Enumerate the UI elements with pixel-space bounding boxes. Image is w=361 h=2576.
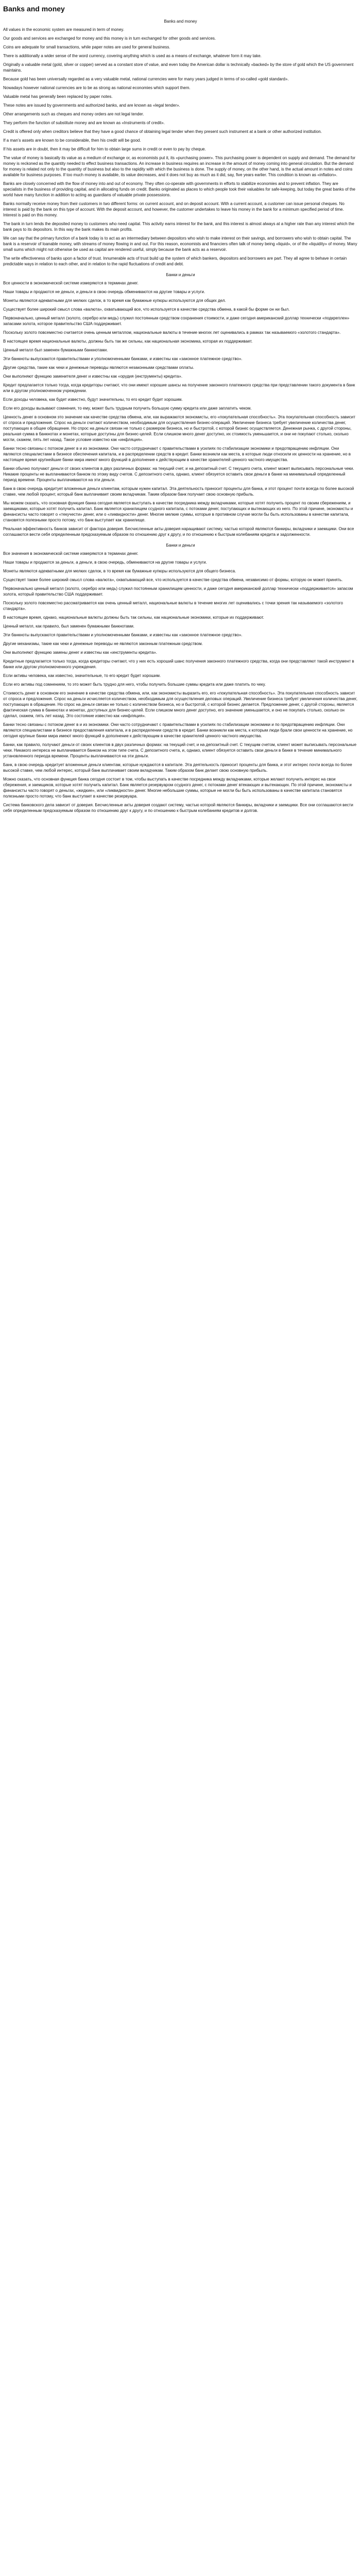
paragraph: Наши товары и продаются не деньги, и деньги в свою очередь обмениваются на другие товары и услуги.: [3, 290, 205, 294]
paragraph: Banks normally receive money from their customers in two different forms: on current account, and on deposit account. With a current account, a customer can issue personal cheques. No interest is paid by the bank on this type of account. With the deposit account, and however, the customer undertakes to leave his money in the bank for a minimum specified period of time. Interest is paid on this money.: [3, 201, 345, 217]
paragraph: Наши товары и продаются за деньги, а деньги, в свою очередь, обмениваются на другие товары и услуги.: [3, 560, 207, 565]
paragraph: The value of money is basically its value as a medium of exchange or, as economists put it, its «purchasing power». This purchasing power is dependent on supply and demand. The demand for money is reckoned as the quantity needed to effect business transactions. An increase in business requires an increase in the amount of money coming into general circulation. But the demand for money is related not only to the quantity of business but also to the rapidity with which the business is done. The supply of money, on the other hand, is the actual amount in notes and coins available for business purposes. If too much money is available, its value decreases, and it does not buy as much as it did, say, five years earlier. This condition is known as «inflation».: [3, 156, 356, 177]
paragraph: Можно сказать, что основная функция банка сегодня состоит в том, чтобы выступать в качестве посредника между вкладчиками, которые желают получить интерес на свои сбережения, и заемщиков, которые хотят получить капитал. Банк является резервуаром ссудного денег, с потоками денег втекающих и вытекающих. По этой причине, экономисты и финансисты часто говорят о деньгах, «жидкие», или «ликвидности» денег. Многие небольшие суммы, которые не могли бы быть использованы в качестве капитала становятся полезными просто потому, что банк выступает в качестве резервуара.: [3, 777, 352, 799]
paragraph: Банки тесно связаны с потоком денег в и из экономики. Они часто сотрудничают с правительствами в усилиях по стабилизации экономики и по предотвращению инфляции. Они являются специалистами в бизнесе предоставления капитала, и в распределении средств в кредит. Банки возникли как места, к которым люди брали свои ценности на хранение, но сегодня крупные банки мира имеют много функций в дополнение к действующим в качестве хранителей ценного частного имущества.: [3, 722, 353, 738]
document-page: [0, 0, 361, 814]
paragraph: Существует более широкий смысл слова «валюта», охватывающий все, что используется в качестве средства обмена, в какой бы форме он ни был.: [3, 307, 290, 312]
paragraph: Банки, как правило, получают деньги от своих клиентов в двух различных формах: на текущий счет, и на депозитный счет. С текущим счетом, клиент может выписывать персональные чеки. Никакого интереса не выплачивается банком на этом типе счета. С депозитного счета, и, однако, клиент обязуется оставить свои деньги в банке в течение минимального установленного периода времени. Проценты выплачиваются на эти деньги.: [3, 742, 357, 758]
paragraph: We can say that the primary function of a bank today is to act as an intermediary between depositors who wish to make interest on their savings, and borrowers who wish to obtain capital. The bank is a reservoir of loanable money, with streams of money flowing in and out. For this reason, economists and financiers often talk of money being «liquid», or of the «liquidity» of money. Many small sums which might not otherwise be used as capital are rendered useful, simply because the bank acts as a reservoir.: [3, 236, 357, 252]
paragraph: Они выполняют функцию замены денег и известны как «инструменты кредита».: [3, 650, 157, 655]
paragraph: Поскольку золото повсеместно рассматривается как очень ценный металл, национальные валюты в течение многих лет оценивались с точки зрения так называемого «золотого стандарта».: [3, 601, 343, 611]
paragraph: Originally a valuable metal (gold, silver or copper) served as a constant store of value, and even today the American dollar is technically «backed» by the store of gold which the US government maintains.: [3, 62, 354, 73]
paragraph: The write effectiveness of banks upon a factor of trust. Innumerable acts of trust build up the system of which bankers, depositors and borrowers are part. They all agree to behave in certain predictable ways in relation to each other, and in relation to the rapid fluctuations of credit and debt.: [3, 256, 347, 266]
paragraph: Монеты являются адекватными для мелких сделок, в то время как бумажные купюры используются для общего бизнеса.: [3, 569, 236, 573]
paragraph: Banks are closely concerned with the flow of money into and out of economy. They often co-operate with governments in efforts to stabilize economies and to prevent inflation. They are specialists in the business of providing capital, and in allocating funds on credit. Banks originated as places to which people took their valuables for safe-keeping, but today the great banks of the world have many function in addition to acting as guardians of valuable private possessions.: [3, 181, 355, 197]
paragraph: Все значения в экономической системе измеряются в терминах денег.: [3, 551, 139, 556]
paragraph: Если его доходы вызывают сомнения, то ему, может быть трудным получить большую сумму кредита или даже заплатить чеком.: [3, 406, 252, 411]
paragraph: If a man’s assets are known to be considerable, then his credit will be good.: [3, 138, 141, 143]
paragraph: Они выполняют функцию заменителя денег и известны как «орудия (инструменты) кредита».: [3, 374, 183, 379]
paragraph: Первоначально, ценный металл (золото, серебро или медь) служил постоянным средством сохранения стоимости, и даже сегодня американский доллар технически «подкреплен» запасами золота, которое правительство США поддерживает.: [3, 316, 350, 326]
paragraph: These notes are issued by governments and authorized banks, and are known as «legal tender».: [3, 103, 180, 108]
paragraph: Ценный металл, как правило, был заменен бумажными банкнотами.: [3, 624, 135, 629]
paragraph: The bank in turn lends the deposited money to customers who need capital. This activity earns interest for the bank, and this interest is almost always at a higher rate than any interest which the bank pays to its depositors. In this way the bank makes its main profits.: [3, 222, 354, 232]
paragraph: Реальная эффективность банков зависит от фактора доверия. Бесчисленные акты доверия наращивают систему, частью которой являются банкиры, вкладчики и заемщики. Они все соглашаются вести себя определенным предсказуемым образом по отношению друг к другу, и по отношению к быстрым колебаниям кредита и задолженности.: [3, 527, 354, 537]
paragraph: Кредит предлагается только тогда, когда кредиторы считают, что они имеют хорошие шансы на получение законного платежного средства при представлении такого документа в банк или в другом уполномоченном учреждении.: [3, 383, 355, 393]
section-2: [3, 272, 358, 537]
paragraph: Банк, в свою очередь кредитует вложенные деньги клиентам, которые нуждаются в капитале. Эта деятельность приносит проценты для банка, и этот интерес почти всегда по более высокой ставке, чем любой интерес, который банк выплачивает своим вкладчикам. Таким образом банк делает свою основную прибыль.: [3, 762, 352, 773]
section-title: Банки и деньги: [166, 543, 195, 548]
paragraph: Our goods and services are exchanged for money and this money is in turn exchanged for other goods and services.: [3, 36, 216, 41]
paragraph: Other arrangements such as cheques and money orders are not legal tender.: [3, 112, 144, 116]
paragraph: Because gold has been universally regarded as a very valuable metal, national currencies were for many years judged in terms of so-called «gold standard».: [3, 77, 289, 81]
paragraph: Первоначально ценный металл (золото, серебро или медь) служил постоянным хранилищем ценности, и даже сегодня американский доллар технически «поддерживается» запасом золота, который правительство США поддерживает.: [3, 586, 353, 597]
paragraph: Мы можем сказать, что основная функция банка сегодня является выступать в качестве посредника между вкладчиками, которые хотят получить процент по своим сбережениям, и заемщиками, которые хотят получить капитал. Банк является хранилищем ссудного капитала, с потоками денег, поступающих и вытекающих из него. По этой причине, экономисты и финансисты часто говорят о «текучести» денег, или о «ликвидности» денег. Многие мелкие суммы, которые в противном случае могли бы быть использованы в качестве капитала, становятся полезными просто потому, что банк выступает как хранилище.: [3, 501, 353, 522]
paragraph: Credit is offered only when creditors believe that they have a good chance of obtaining legal tender when they present such instrument at a bank or other authorized institution.: [3, 129, 322, 134]
paragraph: Банки обычно получают деньги от своих клиентов в двух различных формах: на текущий счет, и на депозитный счет. С текущего счета, клиент может выписывать персональные чеки. Никакие проценты не выплачиваются банком по этому виду счетов. С депозитного счета, однако, клиент обязуется оставить свои деньги в банке на минимальный определенный период времени. Проценты выплачиваются на эти деньги.: [3, 466, 354, 482]
paragraph: Стоимость денег в основном его значение в качестве средства обмена, или, как экономисты выразить его, его «покупательная способность». Эта покупательная способность зависит от спроса и предложения. Спрос на деньги исчисляется количеством, необходимым для осуществления деловых операций. Увеличение бизнеса требует увеличения количества денег, поступающих в обращение. Но спрос на деньги связан не только с количеством бизнеса, но и быстротой, с которой бизнес делается. Предложение денег, с другой стороны, является фактическая сумма в банкнотах и монетах, доступных для бизнес-целей. Если слишком много денег доступно, его значение уменьшается, и оно не покупать столько, сколько он сделал, скажем, пять лет назад. Это состояние известно как «инфляция».: [3, 691, 357, 718]
section-1: [3, 19, 358, 267]
paragraph: Если доходы человека, как будет известно, будут значительны, то его кредит будет хорошим.: [3, 397, 183, 402]
paragraph: Nowadays however national currencies are to be as strong as national economies which support them.: [3, 86, 191, 90]
paragraph: Монеты являются адекватными для мелких сделок, в то время как бумажные купюры используются для общих дел.: [3, 298, 226, 303]
paragraph: Другие средства, такие как чеки и денежные переводы являются незаконными средствами оплаты.: [3, 365, 194, 370]
section-title: Banks and money: [164, 19, 197, 24]
paragraph: Coins are adequate for small transactions, while paper notes are used for general business.: [3, 45, 170, 49]
document-body: [3, 19, 358, 814]
paragraph: They perform the function of substitute money and are known as «Instruments of credit».: [3, 121, 165, 125]
section-3: [3, 543, 358, 814]
paragraph: В настоящее время национальные валюты, должны быть так же сильны, как национальная экономика, которая их поддерживает.: [3, 339, 253, 344]
paragraph: Банк в свою очередь кредитует вложенные деньги клиентам, которым нужен капитал. Эта деятельность приносит проценты для банка, и этот процент почти всегда по более высокой ставке, чем любой процент, который банк выплачивает своим вкладчикам. Таким образом банк получает свою основную прибыль.: [3, 486, 354, 497]
paragraph: Эти банкноты выпускаются правительствами и уполномоченными банками, и известны как «законное платежное средство».: [3, 357, 243, 361]
paragraph: There is additionally a wider sense of the word currency, covering anything which is used as a means of exchange, whatever form it may take.: [3, 54, 262, 58]
paragraph: All values in the economic system are measured in term of money.: [3, 27, 125, 32]
paragraph: Существует также более широкий смысл слова «валюта», охватывающий все, что используется в качестве средства обмена, независимо от формы, которую он может принять.: [3, 578, 343, 582]
paragraph: Ценный металл был заменен бумажными банкнотами.: [3, 348, 108, 352]
paragraph: Valuable metal has generally been replaced by paper notes.: [3, 94, 113, 99]
paragraph: Эти банкноты выпускаются правительствами и уполномоченными банками, и известны как «законное платежное средство».: [3, 633, 243, 637]
paragraph: Если его активы под сомнением, то это может быть трудно для него, чтобы получить большие суммы кредита или даже платить по чеку.: [3, 682, 266, 687]
paragraph: Другие механизмы, такие как чеки и денежные переводы не являются законным платежным средством.: [3, 641, 203, 646]
paragraph: Система банковского дела зависит от доверия. Бесчисленные акты доверия создают систему, частью которой являются банкиры, вкладчики и заемщики. Все они соглашаются вести себя определенным предсказуемым образом по отношению друг к другу, и по отношению к быстрым колебаниям кредитов и долгов.: [3, 803, 353, 813]
paragraph: Ценность денег в основном это значение как качестве средства обмена, или, как выражаются экономисты, его «покупательная способность». Эта покупательная способность зависит от спроса и предложения. Спрос на деньги считают количеством, необходимым для осуществления бизнес-операций. Увеличение бизнеса требует увеличение количества денег, поступающих в общее обращение. Но спрос на деньги связан не только с размером бизнеса, но и быстротой, с которой бизнес осуществляется. Денежная рынка, с другой стороны, реальная сумма в банкнотах и монетах, которые доступны для бизнес-целей. Если слишком много денег доступно, их стоимость уменьшается, и они не покупают столько, сколько могли, скажем, пять лет назад. Такое условие известно как «инфляция».: [3, 415, 356, 442]
paragraph: Все ценности в экономической системе измеряются в терминах денег.: [3, 281, 139, 285]
paragraph: Поскольку золото повсеместно считается очень ценным металлом, национальные валюты в течение многих лет оценивались в рамках так называемого «золотого стандарта».: [3, 330, 341, 335]
page-title: Banks and money: [3, 5, 65, 13]
section-title: Банки и деньги: [166, 273, 195, 277]
paragraph: If his assets are in doubt, then it may be difficult for him to obtain large sums in credit or even to pay by cheque.: [3, 147, 206, 151]
paragraph: Если активы человека, как известно, значительные, то его кредит будет хорошим.: [3, 673, 161, 678]
paragraph: Кредитные предлагается только тогда, когда кредиторы считают, что у них есть хороший шанс получения законного платежного средства, когда они представляют такой инструмент в банке или другом уполномоченного учреждения.: [3, 659, 354, 669]
paragraph: В настоящее время, однако, национальные валюты должны быть так сильны, как национальные экономики, которые их поддерживают.: [3, 615, 264, 620]
paragraph: Банки тесно связаны с потоком денег в и из экономики. Они часто сотрудничают с правительствами в усилиях по стабилизации экономики и предотвращению инфляции. Они являются специалистами в бизнесе обеспечения капитала, и в распределении средств в кредит. Банки возникли как места, в которые люди относили их ценности на хранение, но в настоящее время крупнейшие банки мира имеют много функций в дополнение к действующим в качестве хранителей ценного частного имущества.: [3, 446, 351, 462]
